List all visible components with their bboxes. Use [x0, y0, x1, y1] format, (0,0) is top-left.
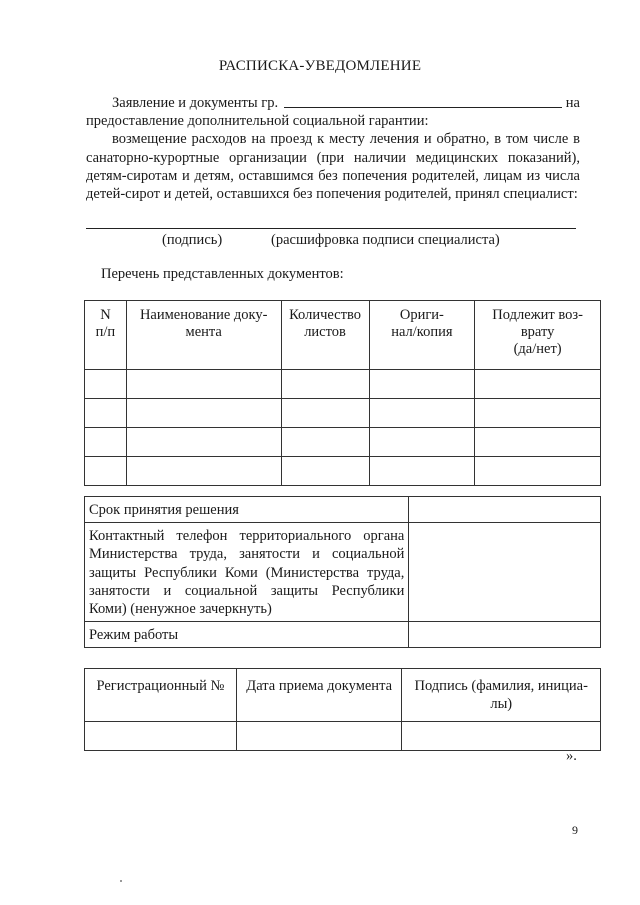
receipt-date-cell[interactable]	[236, 722, 402, 751]
intro-rest: предоставление дополнительной социальной гарантии:	[86, 113, 429, 130]
table-cell[interactable]	[475, 457, 601, 486]
table-cell[interactable]	[126, 457, 281, 486]
applicant-name-blank	[284, 95, 562, 108]
table-cell[interactable]	[369, 457, 475, 486]
table-cell[interactable]	[475, 370, 601, 399]
header-signature-text: Подпись (фамилия, инициа- лы)	[414, 678, 588, 712]
header-original-copy	[369, 301, 475, 370]
contact-phone-label: Контактный телефон территориального органа Министерства труда, занятости и социальной защиты Республики Коми (Министерства труда, занятости и социальной защиты Республики Коми) (ненужное зачеркнуть)	[85, 523, 409, 622]
table-row	[85, 457, 601, 486]
intro-paragraph	[86, 94, 580, 203]
intro-line1-end: на	[565, 95, 580, 111]
table-cell[interactable]	[281, 428, 369, 457]
table-cell[interactable]	[475, 399, 601, 428]
table-cell[interactable]	[85, 399, 127, 428]
intro-first-line	[86, 94, 580, 112]
header-return-text: Подлежит воз- врату (да/нет)	[492, 307, 583, 357]
table-row	[85, 370, 601, 399]
info-row-decision-term	[85, 497, 601, 523]
header-number	[85, 301, 127, 370]
work-hours-value[interactable]	[409, 622, 601, 648]
table-cell[interactable]	[281, 457, 369, 486]
documents-table-header	[85, 301, 601, 370]
signature-label: (подпись)	[162, 232, 223, 248]
table-cell[interactable]	[126, 428, 281, 457]
table-cell[interactable]	[126, 370, 281, 399]
scan-speck	[120, 880, 122, 882]
registration-number-cell[interactable]	[85, 722, 237, 751]
header-receipt-date	[236, 669, 402, 722]
header-original-copy-text: Ориги- нал/копия	[391, 307, 453, 340]
documents-list-title: Перечень представленных документов:	[101, 266, 344, 282]
table-cell[interactable]	[85, 457, 127, 486]
table-cell[interactable]	[369, 428, 475, 457]
documents-table	[84, 300, 601, 486]
table-cell[interactable]	[281, 399, 369, 428]
work-hours-label: Режим работы	[85, 622, 409, 648]
intro-para2: возмещение расходов на проезд к месту лечения и обратно, в том числе в санаторно-курортные организации (при наличии медицинских показаний), детям-сиротам и детям, оставшимся без попечения родителей, лицам из числа детей-сирот и детей, оставшихся без попечения родителей, принял специалист:	[86, 131, 580, 203]
header-number-text: N п/п	[95, 307, 116, 340]
header-sheet-count-text: Количество листов	[289, 307, 361, 340]
table-cell[interactable]	[369, 370, 475, 399]
intro-line1-start: Заявление и документы гр.	[112, 95, 279, 111]
header-sheet-count	[281, 301, 369, 370]
table-cell[interactable]	[369, 399, 475, 428]
registration-table	[84, 668, 601, 751]
contact-phone-value[interactable]	[409, 523, 601, 622]
table-cell[interactable]	[85, 428, 127, 457]
header-receipt-date-text: Дата приема документа	[246, 678, 393, 694]
signature-decoding-label: (расшифровка подписи специалиста)	[271, 232, 500, 248]
decision-term-label: Срок принятия решения	[85, 497, 409, 523]
table-cell[interactable]	[475, 428, 601, 457]
header-registration-number-text: Регистрационный №	[96, 678, 225, 694]
header-signature	[402, 669, 601, 722]
info-table	[84, 496, 601, 648]
header-registration-number	[85, 669, 237, 722]
info-row-contact-phone	[85, 523, 601, 622]
closing-quote: ».	[566, 748, 577, 764]
info-row-work-hours	[85, 622, 601, 648]
document-title: РАСПИСКА-УВЕДОМЛЕНИЕ	[218, 58, 422, 74]
table-row	[85, 399, 601, 428]
header-document-name	[126, 301, 281, 370]
header-return	[475, 301, 601, 370]
table-cell[interactable]	[281, 370, 369, 399]
decision-term-value[interactable]	[409, 497, 601, 523]
signature-line	[86, 228, 576, 229]
table-row	[85, 722, 601, 751]
header-document-name-text: Наименование доку- мента	[139, 307, 268, 340]
table-cell[interactable]	[85, 370, 127, 399]
page-number: 9	[572, 823, 578, 837]
table-row	[85, 428, 601, 457]
table-cell[interactable]	[126, 399, 281, 428]
signature-cell[interactable]	[402, 722, 601, 751]
registration-table-header	[85, 669, 601, 722]
